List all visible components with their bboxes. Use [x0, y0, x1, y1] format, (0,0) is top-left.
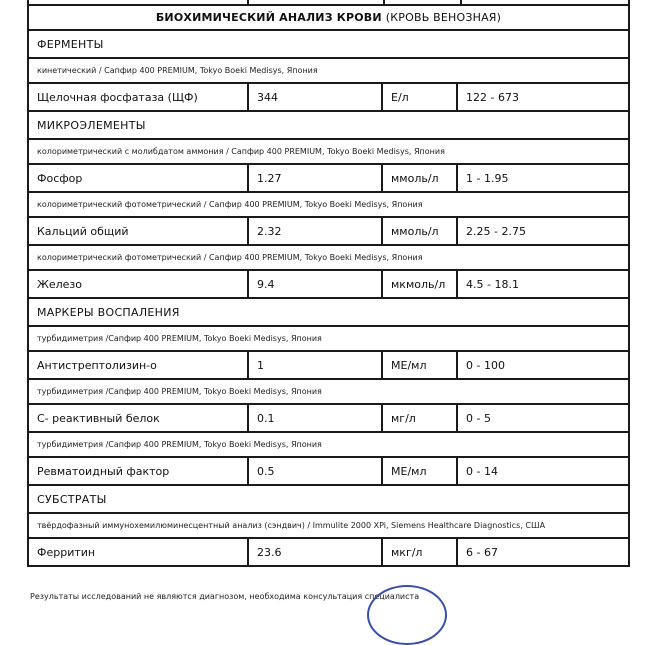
- method-note: колориметрический фотометрический / Сапфир 400 PREMIUM, Tokyo Boeki Medisys, Япония: [29, 246, 628, 271]
- reference-range: 0 - 100: [466, 358, 505, 372]
- table-title: [29, 6, 628, 31]
- method-note: колориметрический фотометрический / Сапфир 400 PREMIUM, Tokyo Boeki Medisys, Япония: [29, 193, 628, 218]
- test-value: 23.6: [249, 539, 383, 565]
- test-value: 1.27: [249, 165, 383, 191]
- test-value: 2.32: [249, 218, 383, 244]
- title-sub: (КРОВЬ ВЕНОЗНАЯ): [385, 11, 502, 24]
- test-unit: ммоль/л: [383, 218, 458, 244]
- test-unit: ммоль/л: [383, 165, 458, 191]
- test-unit: МЕ/мл: [383, 458, 458, 484]
- test-unit: мкмоль/л: [383, 271, 458, 297]
- reference-range: 2.25 - 2.75: [466, 224, 526, 238]
- disclaimer-text: Результаты исследований не являются диагнозом, необходима консультация специалиста: [30, 592, 420, 601]
- method-note: твёрдофазный иммунохемилюминесцентный анализ (сэндвич) / Immulite 2000 XPi, Siemens Healthcare Diagnostics, США: [29, 514, 628, 539]
- section-heading: МАРКЕРЫ ВОСПАЛЕНИЯ: [29, 299, 628, 327]
- test-unit: МЕ/мл: [383, 352, 458, 378]
- method-note: колориметрический с молибдатом аммония / Сапфир 400 PREMIUM, Tokyo Boeki Medisys, Япония: [29, 140, 628, 165]
- table-top-edge: [29, 0, 628, 6]
- method-note: кинетический / Сапфир 400 PREMIUM, Tokyo Boeki Medisys, Япония: [29, 59, 628, 84]
- test-name: Железо: [29, 271, 249, 297]
- test-unit: мкг/л: [383, 539, 458, 565]
- reference-range: 0 - 14: [466, 464, 498, 478]
- results-table: [27, 0, 630, 567]
- test-value: 0.1: [249, 405, 383, 431]
- table-row: [29, 165, 628, 193]
- table-row: [29, 539, 628, 567]
- test-name: Фосфор: [29, 165, 249, 191]
- test-name: Кальций общий: [29, 218, 249, 244]
- section-heading: СУБСТРАТЫ: [29, 486, 628, 514]
- reference-range: 0 - 5: [466, 411, 491, 425]
- section-heading: МИКРОЭЛЕМЕНТЫ: [29, 112, 628, 140]
- test-name: Ревматоидный фактор: [29, 458, 249, 484]
- reference-range: 6 - 67: [466, 545, 498, 559]
- title-main: БИОХИМИЧЕСКИЙ АНАЛИЗ КРОВИ: [155, 11, 382, 24]
- table-row: [29, 458, 628, 486]
- stamp-seal: [367, 585, 447, 645]
- reference-range: 1 - 1.95: [466, 171, 509, 185]
- table-row: [29, 271, 628, 299]
- test-value: 0.5: [249, 458, 383, 484]
- reference-range: 4.5 - 18.1: [466, 277, 519, 291]
- method-note: турбидиметрия /Сапфир 400 PREMIUM, Tokyo Boeki Medisys, Япония: [29, 433, 628, 458]
- test-name: Ферритин: [29, 539, 249, 565]
- section-heading: ФЕРМЕНТЫ: [29, 31, 628, 59]
- test-value: 1: [249, 352, 383, 378]
- test-value: 344: [249, 84, 383, 110]
- table-row: [29, 84, 628, 112]
- table-row: [29, 218, 628, 246]
- table-row: [29, 352, 628, 380]
- test-name: Антистрептолизин-о: [29, 352, 249, 378]
- method-note: турбидиметрия /Сапфир 400 PREMIUM, Tokyo Boeki Medisys, Япония: [29, 327, 628, 352]
- method-note: турбидиметрия /Сапфир 400 PREMIUM, Tokyo Boeki Medisys, Япония: [29, 380, 628, 405]
- test-unit: Е/л: [383, 84, 458, 110]
- test-unit: мг/л: [383, 405, 458, 431]
- reference-range: 122 - 673: [466, 90, 519, 104]
- test-value: 9.4: [249, 271, 383, 297]
- test-name: Щелочная фосфатаза (ЩФ): [29, 84, 249, 110]
- test-name: С- реактивный белок: [29, 405, 249, 431]
- table-row: [29, 405, 628, 433]
